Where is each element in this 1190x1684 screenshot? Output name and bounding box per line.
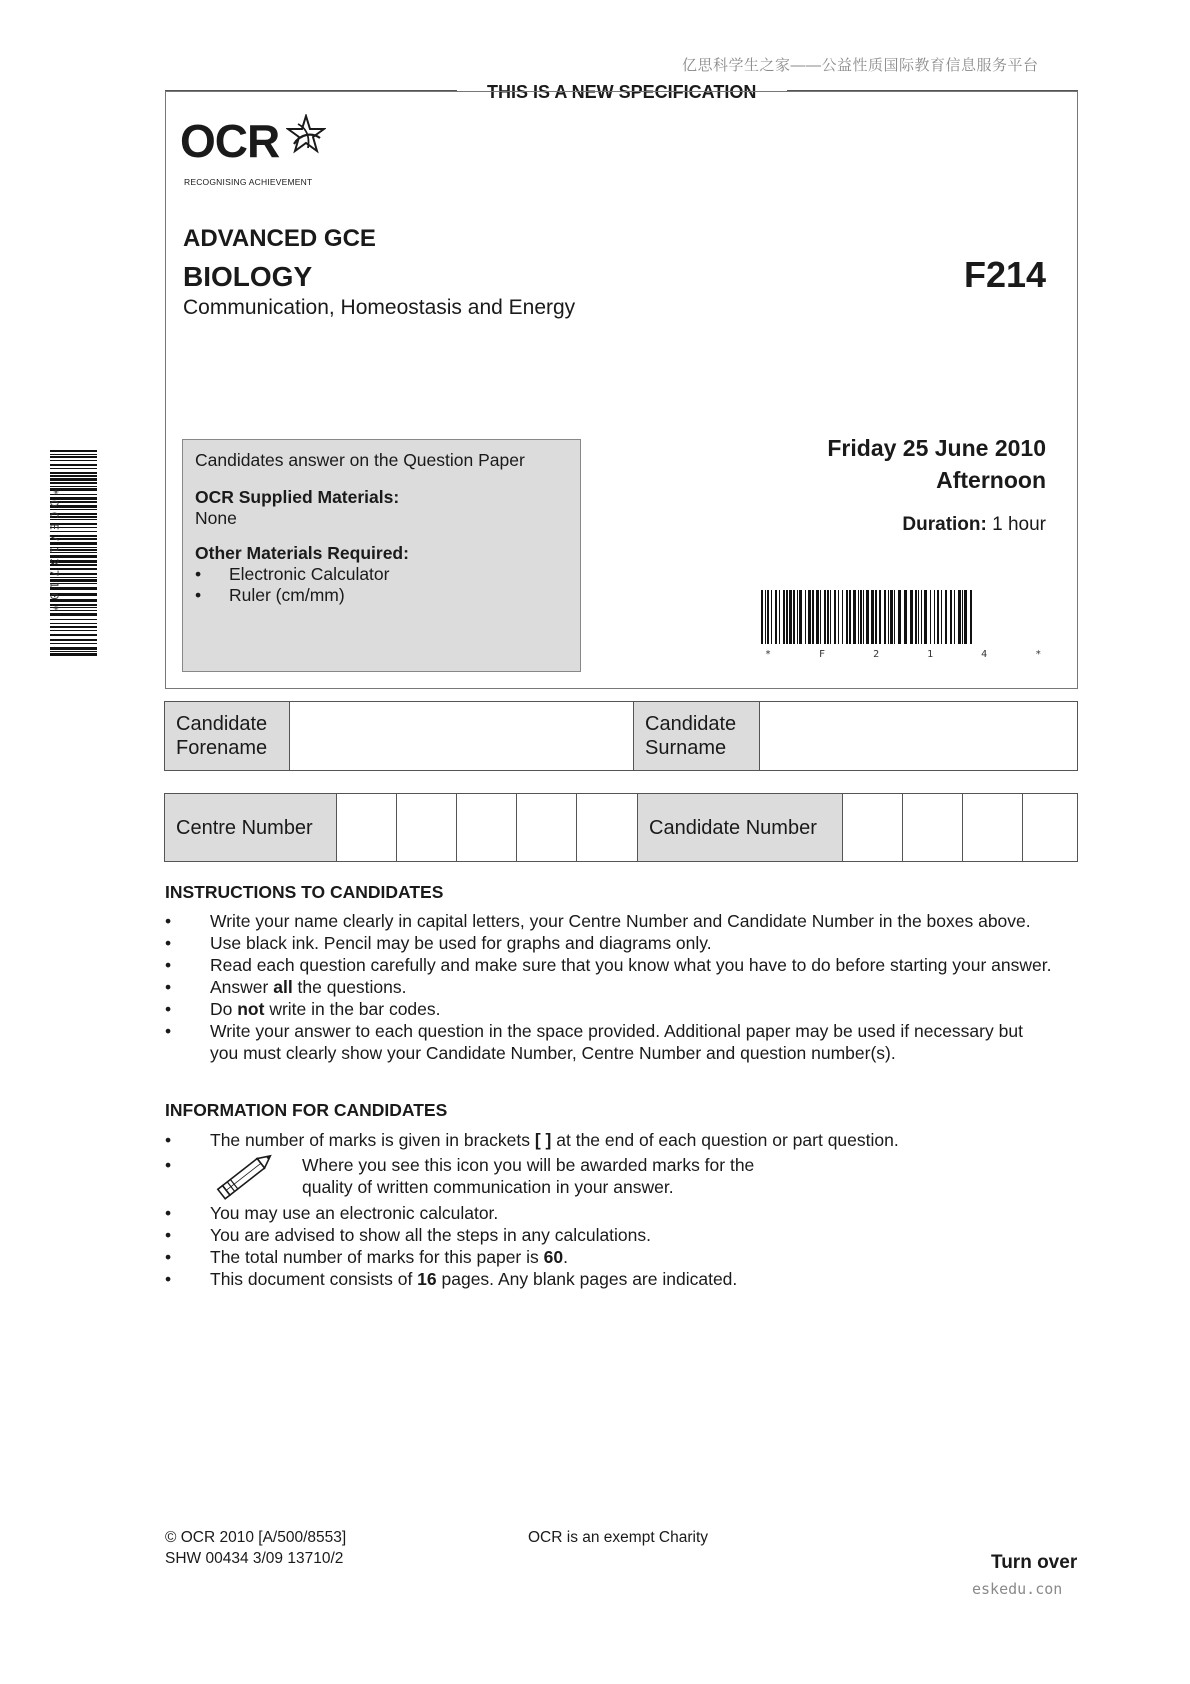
barcode-bar (930, 590, 931, 644)
exam-date: Friday 25 June 2010 (827, 435, 1046, 461)
barcode-bar (950, 590, 952, 644)
supplied-heading: OCR Supplied Materials: (195, 487, 400, 507)
barcode-bar (924, 590, 927, 644)
surname-label-line2: Surname (645, 737, 727, 759)
barcode-bar (820, 590, 821, 644)
surname-field[interactable] (760, 702, 1077, 770)
barcode-bar (853, 590, 856, 644)
materials-box (182, 439, 581, 672)
candidate-number-box[interactable] (843, 794, 903, 861)
text-run: the questions. (292, 977, 407, 997)
list-bullet: • (195, 564, 202, 584)
info-text (210, 1130, 899, 1151)
barcode-bar (879, 590, 881, 644)
barcode-bar (860, 590, 862, 644)
barcode-right-text: * F 2 1 4 * (765, 649, 1063, 660)
answer-note: Candidates answer on the Question Paper (195, 450, 525, 470)
barcode-right-bars (761, 590, 977, 648)
info-text: quality of written communication in your answer. (302, 1177, 674, 1197)
centre-number-text: Centre Number (176, 816, 313, 839)
instruction-text: you must clearly show your Candidate Number, Centre Number and question number(s). (210, 1043, 896, 1063)
centre-number-box[interactable] (457, 794, 517, 861)
barcode-bar (937, 590, 939, 644)
barcode-bar (808, 590, 811, 644)
candidate-number-box[interactable] (963, 794, 1023, 861)
barcode-bar (827, 590, 829, 644)
barcode-bar (875, 590, 877, 644)
info-text (210, 1247, 568, 1268)
instruction-text: Write your answer to each question in the space provided. Additional paper may be used if necessary but (210, 1021, 1023, 1041)
forename-label (165, 702, 290, 770)
barcode-bar (918, 590, 919, 644)
barcode-bar (783, 590, 785, 644)
unit-code: F214 (964, 254, 1047, 295)
star-swirl-icon (286, 114, 326, 156)
barcode-bar (921, 590, 922, 644)
spec-banner: THIS IS A NEW SPECIFICATION (487, 82, 757, 102)
list-item: Electronic Calculator (229, 564, 390, 584)
page-count: 16 (417, 1269, 437, 1289)
text-run: at the end of each question or part question. (551, 1130, 899, 1150)
candidate-name-row (164, 701, 1078, 771)
barcode-bar (775, 590, 777, 644)
barcode-bar (824, 590, 826, 644)
logo-word: OCR (180, 115, 280, 167)
watermark-top: 亿思科学生之家——公益性质国际教育信息服务平台 (682, 57, 1039, 74)
exam-session: Afternoon (936, 467, 1046, 493)
barcode-bar (858, 590, 859, 644)
barcode-bar (866, 590, 869, 644)
instruction-text: Read each question carefully and make sure that you know what you have to do before starting your answer. (210, 955, 1052, 975)
text-run: Do (210, 999, 238, 1019)
instruction-text: Write your name clearly in capital letters, your Centre Number and Candidate Number in the boxes above. (210, 911, 1031, 931)
barcode-bar (849, 590, 851, 644)
duration-value: 1 hour (992, 514, 1046, 535)
text-run: The total number of marks for this paper is (210, 1247, 544, 1267)
other-heading: Other Materials Required: (195, 543, 409, 563)
exam-duration (902, 514, 1046, 536)
barcode-bar (964, 590, 967, 644)
text-run: . (563, 1247, 568, 1267)
centre-number-box[interactable] (517, 794, 577, 861)
barcode-bar (816, 590, 819, 644)
barcode-bar (830, 590, 831, 644)
surname-label (634, 702, 760, 770)
logo-tagline: RECOGNISING ACHIEVEMENT (184, 177, 313, 187)
exam-subject: BIOLOGY (183, 261, 313, 292)
forename-label-line2: Forename (176, 737, 268, 759)
barcode-bar (797, 590, 798, 644)
barcode-bar (846, 590, 848, 644)
barcode-bar (934, 590, 935, 644)
ocr-logo (180, 115, 280, 167)
barcode-left (47, 450, 97, 665)
duration-label: Duration: (902, 514, 987, 535)
barcode-bar (765, 590, 766, 644)
barcode-bar (771, 590, 772, 644)
text-run: Answer (210, 977, 274, 997)
barcode-bar (767, 590, 769, 644)
instruction-text (210, 977, 407, 998)
barcode-bar (793, 590, 795, 644)
emphasis: all (273, 977, 293, 997)
barcode-bar (805, 590, 806, 644)
instruction-text: Use black ink. Pencil may be used for graphs and diagrams only. (210, 933, 712, 953)
barcode-left-text: *OCE/13710* (47, 488, 61, 617)
instructions-heading: INSTRUCTIONS TO CANDIDATES (165, 882, 444, 902)
barcode-bar (834, 590, 836, 644)
surname-label-line1: Candidate (645, 713, 737, 735)
list-item: Ruler (cm/mm) (229, 585, 345, 605)
barcode-bar (890, 590, 893, 644)
emphasis: not (237, 999, 265, 1019)
info-text: You are advised to show all the steps in any calculations. (210, 1225, 652, 1245)
barcode-bar (945, 590, 947, 644)
charity-note: OCR is an exempt Charity (528, 1529, 709, 1546)
barcode-bar (779, 590, 780, 644)
list-bullet: • (195, 585, 202, 605)
barcode-bar (812, 590, 814, 644)
barcode-bar (888, 590, 889, 644)
barcode-bar (761, 590, 763, 644)
text-run: This document consists of (210, 1269, 418, 1289)
barcode-bar (786, 590, 788, 644)
supplied-value: None (195, 508, 237, 528)
barcode-bar (910, 590, 913, 644)
text-run: write in the bar codes. (264, 999, 441, 1019)
candidate-number-row (164, 793, 1078, 862)
barcode-bar (898, 590, 901, 644)
unit-title: Communication, Homeostasis and Energy (183, 296, 576, 319)
barcode-bar (838, 590, 839, 644)
barcode-right (761, 590, 1062, 660)
info-text (210, 1269, 737, 1290)
centre-number-box[interactable] (337, 794, 397, 861)
candidate-number-box[interactable] (903, 794, 963, 861)
barcode-bar (863, 590, 864, 644)
barcode-bar (842, 590, 843, 644)
barcode-bar (958, 590, 961, 644)
pencil-icon (209, 1151, 279, 1207)
barcode-bar (915, 590, 917, 644)
text-run: The number of marks is given in brackets (210, 1130, 535, 1150)
forename-label-line1: Candidate (176, 713, 268, 735)
information-heading: INFORMATION FOR CANDIDATES (165, 1100, 448, 1120)
barcode-bar (904, 590, 907, 644)
candidate-number-text: Candidate Number (649, 816, 817, 839)
barcode-bar (799, 590, 802, 644)
copyright: © OCR 2010 [A/500/8553] (165, 1529, 347, 1546)
forename-field[interactable] (290, 702, 634, 770)
centre-number-label (165, 794, 337, 861)
text-run: pages. Any blank pages are indicated. (436, 1269, 738, 1289)
barcode-bar (970, 590, 972, 644)
candidate-number-label (638, 794, 843, 861)
watermark-bottom: eskedu.con (972, 1580, 1063, 1598)
info-text: Where you see this icon you will be awarded marks for the (302, 1155, 755, 1175)
barcode-bar (789, 590, 792, 644)
total-marks: 60 (543, 1247, 564, 1267)
barcode-bar (941, 590, 942, 644)
turn-over: Turn over (991, 1552, 1078, 1573)
centre-number-box[interactable] (577, 794, 638, 861)
barcode-bar (962, 590, 963, 644)
barcode-bar (954, 590, 955, 644)
barcode-bar (871, 590, 874, 644)
centre-number-box[interactable] (397, 794, 457, 861)
marks-bracket: [ ] (534, 1130, 552, 1150)
candidate-number-box[interactable] (1023, 794, 1077, 861)
barcode-bar (50, 653, 97, 656)
exam-level: ADVANCED GCE (183, 225, 376, 252)
barcode-bar (894, 590, 895, 644)
info-text: You may use an electronic calculator. (210, 1203, 499, 1223)
instruction-text (210, 999, 441, 1020)
barcode-bar (884, 590, 886, 644)
document-ref: SHW 00434 3/09 13710/2 (165, 1550, 344, 1567)
